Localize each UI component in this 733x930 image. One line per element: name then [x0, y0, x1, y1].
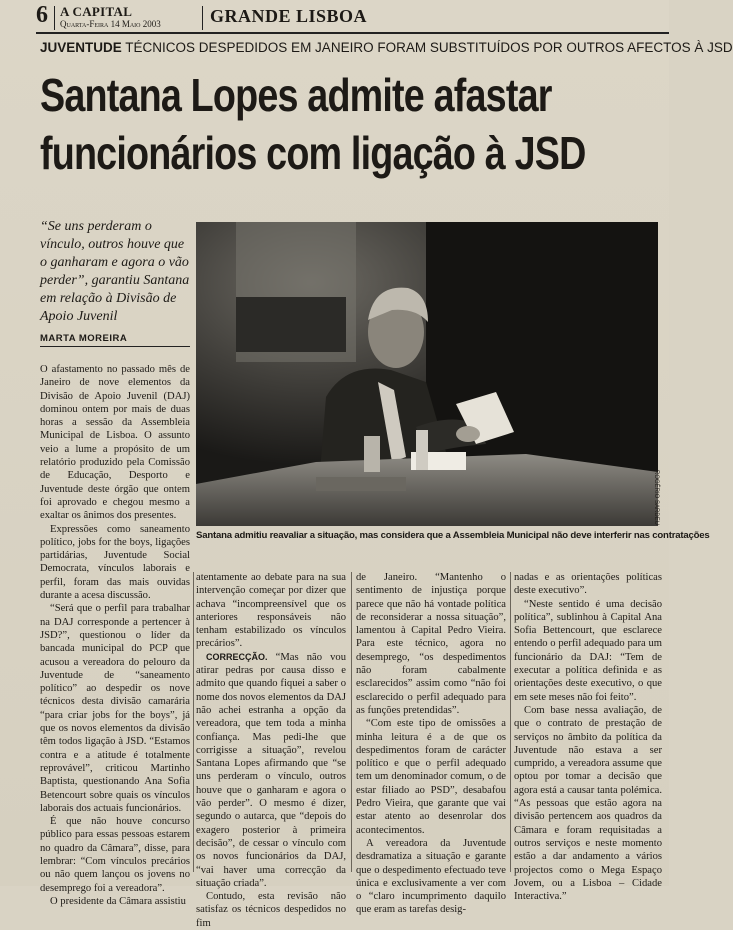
- column-rule: [351, 572, 352, 872]
- photo-caption: Santana admitiu reavaliar a situação, mas considera que a Assembleia Municipal não deve interferir nas contratações: [196, 530, 710, 541]
- newspaper-name: A CAPITAL: [60, 4, 133, 19]
- paragraph: A vereadora da Juventude desdramatiza a situação e garante que o despedimento efectuado teve única e exclusivamente a ver com o “claro incumprimento daquilo que eram as tarefas desig-: [356, 837, 506, 916]
- photo-illustration: [196, 222, 658, 526]
- column-rule: [510, 572, 511, 872]
- byline: MARTA MOREIRA: [40, 333, 128, 344]
- dateline: Quarta-Feira 14 Maio 2003: [60, 19, 161, 29]
- paragraph: “Com este tipo de omissões a minha leitura é a de que os despedimentos foram de carácter político e que o perfil adequado tem um denominador comum, o de estar filiado ao PSD”, desabafou Pedro Vieira, que garante que vai estar atento ao desenrolar dos acontecimentos.: [356, 718, 506, 836]
- photo-credit: ROGÉRIO SARDEU: [653, 470, 659, 526]
- headline-line-2: funcionários com ligação à JSD: [40, 127, 586, 179]
- article-column-1: [40, 363, 190, 908]
- kicker-label: JUVENTUDE: [40, 40, 122, 55]
- article-photo: [196, 222, 658, 526]
- paragraph: de Janeiro. “Mantenho o sentimento de injustiça porque parece que não há vontade política de reconsiderar a nossa situação”, lamentou à Capital Pedro Vieira. Para este técnico, agora no desemprego, “os despedimentos não foram cabalmente esclarecidos” assim como “não foi esclarecido o perfil adequado para as funções pretendidas”.: [356, 572, 506, 716]
- paragraph: Expressões como saneamento político, jobs for the boys, ligações partidárias, Juventude Social Democrata, vínculos laborais e perfil, foram das mais ouvidas durante a acesa discussão.: [40, 523, 190, 602]
- paragraph: Com base nessa avaliação, de que o contrato de prestação de serviços no âmbito da política da Juventude não estava a ser cumprido, a vereadora assume que optou por tomar a decisão que agora está a causar tanta polémica. “As pessoas que estão agora na divisão pertencem aos quadros da Câmara e foram requisitadas a outros serviços e neste momento estão a dar andamento a vários projectos como o Mega Espaço Jovem, ou a Lisboa – Cidade Interactiva.”: [514, 704, 662, 903]
- headline-line-1: Santana Lopes admite afastar: [40, 69, 552, 121]
- header-rule: [36, 32, 669, 34]
- paragraph: “Neste sentido é uma decisão política”, sublinhou à Capital Ana Sofia Bettencourt, que esclarece entendo o perfil adequado para um funcionário da DAJ: “Tem de executar a política definida e as orientações deste executivo, o que em sete meses não foi feito”.: [514, 598, 662, 703]
- column-rule: [193, 572, 194, 872]
- kicker-text: TÉCNICOS DESPEDIDOS EM JANEIRO FORAM SUBSTITUÍDOS POR OUTROS AFECTOS À JSD: [125, 40, 733, 55]
- subheading: CORRECÇÃO.: [206, 651, 268, 662]
- article-column-2: [196, 571, 346, 930]
- paragraph: Contudo, esta revisão não satisfaz os técnicos despedidos no fim: [196, 891, 346, 929]
- paragraph: nadas e as orientações políticas deste executivo”.: [514, 572, 662, 597]
- paragraph: atentamente ao debate para na sua intervenção começar por dizer que achava “incompreensível que os anteriores responsáveis não tenham estabilizado os vínculos precários”.: [196, 572, 346, 650]
- paragraph: “Mas não vou atirar pedras por causa disso e admito que quando fiquei a saber o nome dos novos elementos da DAJ não achei estranha a opção da vereadora, que tem toda a minha confiança. Mas pedi-lhe que corrigisse a situação”, revelou Santana Lopes afirmando que “se uns perderam o vínculo, outros houve que o ganharam e agora o vão perder”. O mesmo é dizer, segundo o autarca, que “depois do exagero posterior à primeira decisão”, de cessar o vínculo com os novos funcionários da DAJ, “vai haver uma correcção da situação criada”.: [196, 651, 346, 889]
- paragraph: O presidente da Câmara assistiu: [50, 895, 186, 907]
- header-divider: [54, 6, 55, 30]
- page-header: [36, 2, 669, 32]
- paragraph: “Será que o perfil para trabalhar na DAJ corresponde a pertencer à JSD?”, questionou o líder da bancada municipal do PCP que acusou a vereadora do pelouro da Juventude de “saneamento político” ao despedir os nove técnicos desta divisão camarária “para criar jobs for the boys”, já que os novos elementos da divisão têm todos ligação à JSD. “Estamos contra e a atitude é totalmente reprovável”, criticou Martinho Baptista, questionando Ana Sofia Betencourt sobre quais os vínculos laborais dos actuais funcionários.: [40, 603, 190, 814]
- header-divider: [202, 6, 203, 30]
- section-title: GRANDE LISBOA: [210, 6, 368, 26]
- article-column-4: [514, 571, 662, 903]
- kicker: [40, 40, 733, 55]
- headline: [40, 66, 663, 182]
- paragraph: É que não houve concurso público para essas pessoas estarem no quadro da Câmara”, disse, para lembrar: “Com vínculos precários ou não quem lançou os jovens no desemprego foi a vereadora”.: [40, 816, 190, 894]
- article-column-3: [356, 571, 506, 917]
- paragraph: O afastamento no passado mês de Janeiro de nove elementos da Divisão de Apoio Juvenil (DAJ) dominou ontem por mais de duas horas a sessão da Assembleia Municipal de Lisboa. O assunto veio a lume a propósito de um relatório produzido pela Comissão de Educação, Desporto e Juventude deste órgão que ontem foi aprovado e chegou mesmo a exaltar os ânimos dos presentes.: [40, 364, 190, 522]
- byline-rule: [40, 346, 190, 347]
- standfirst: “Se uns perderam o vínculo, outros houve que o ganharam e agora o vão perder”, garantiu Santana em relação à Divisão de Apoio Juvenil: [40, 219, 190, 324]
- page-number: 6: [36, 2, 48, 28]
